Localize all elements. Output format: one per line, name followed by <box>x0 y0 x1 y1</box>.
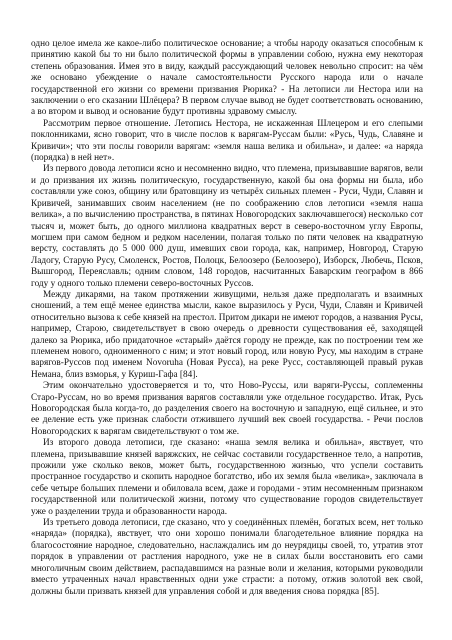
paragraph: одно целое имела же какое-либо политическое основание; а чтобы народу оказаться способным к принятию какой бы то ни было политической формы в управлении собою, нужна ему некоторая степень образования. Имея это в виду, каждый рассуждающий человек невольно спросит: на чём же основано убеждение о начале самостоятельности Русского народа или о начале государственной его жизни со времени призвания Рюрика? - На летописи ли Нестора или на заключении о его сказании Шлёцера? В первом случае вывод не будет соответствовать основанию, а во втором и вывод и основание будут противны здравому смыслу. <box>31 39 423 118</box>
paragraph: Из первого довода летописи ясно и несомненно видно, что племена, призывавшие варягов, вели и до призвания их жизнь политическую, государственную, какой бы она формы ни была, ибо составляли уже союз, общину или братовщину из четырёх сильных племен - Руси, Чуди, Славян и Кривичей, занимавших своим населением (не по соображению слов летописи «земля наша велика», а по вычислению пространства, в пятинах Новогородских заключавшегося) несколько сот тысяч и, может быть, до одного миллиона квадратных верст в северо-восточном углу Европы, могшем при самом бедном и редком населении, полагая только по пяти человек на квадратную версту, составлять до 5 000 000 душ, имевших свои города, как, например, Новгород, Старую Ладогу, Старую Русу, Смоленск, Ростов, Полоцк, Белоозеро (Белоозеро), Изборск, Любечь, Псков, Вышгород, Переяславль; одним словом, 148 городов, насчитанных Баварским географом в 866 году у одного только племени северо-восточных Руссов. <box>31 164 423 289</box>
paragraph: Из третьего довода летописи, где сказано, что у соединённых племён, богатых всем, нет только «наряда» (порядка), явствует, что они хорошо понимали благодетельное влияние порядка на благосостояние народное, следовательно, наслаждались им до неурядицы своей, то, утратив этот порядок в управлении от растления народного, уже не в силах были восстановить его сами многоличным своим действием, распадавшимся на разные воли и желания, которыми руководили вместо утраченных начал нравственных одни уже страсти: а потому, отжив золотой век свой, должны были призвать князей для управления собой и для введения снова порядка [85]. <box>31 518 423 597</box>
paragraph: Этим окончательно удостоверяется и то, что Ново-Руссы, или варяги-Руссы, соплеменны Старо-Руссам, но во время призвания варягов составляли уже отдельное государство. Итак, Русь Новогородская была когда-то, до разделения своего на восточную и западную, ещё сильнее, и это ее деление есть уже признак слабости отжившего лучший век своей государства. - Речи послов Новогородских к варягам свидетельствуют о том же. <box>31 381 423 437</box>
document-page <box>31 39 423 598</box>
paragraph: Из второго довода летописи, где сказано: «наша земля велика и обильна», явствует, что племена, призывавшие князей варяжских, не сейчас составили государственное тело, а напротив, прожили уже сколько веков, может быть, государственною жизнью, что успели составить пространное государство и скопить народное богатство, ибо их земля была «велика», заключала в себе четыре больших племени и обиловала всем, даже и городами - этим несомненным признаком государственной или политической жизни, потому что существование городов свидетельствует уже о разделении труда и образованности народа. <box>31 438 423 517</box>
paragraph: Между дикарями, на таком протяжении живущими, нельзя даже предполагать и взаимных сношений, а тем ещё менее единства мысли, какое выразилось у Руси, Чуди, Славян и Кривичей относительно вызова к себе князей на престол. Притом дикари не имеют городов, а названия Русы, например, Старою, свидетельствует в свою очередь о древности существования её, заходящей далеко за Рюрика, ибо придаточное «старый» даётся городу не прежде, как по построении тем же племенем нового, одноименного с ним; и этот новый город, или новую Русу, мы находим в стране варягов-Руссов под именем Novoruha (Новая Русса), на реке Русс, составляющей правый рукав Немана, близ взморья, у Куриш-Гафа [84]. <box>31 289 423 380</box>
paragraph: Рассмотрим первое отношение. Летопись Нестора, не искаженная Шлецером и его слепыми поклонниками, ясно говорит, что в числе послов к варягам-Руссам были: «Русь, Чудь, Славяне и Кривичи»; что эти послы говорили варягам: «земля наша велика и обильна», и далее: «а наряда (порядка) в ней нет». <box>31 118 423 164</box>
